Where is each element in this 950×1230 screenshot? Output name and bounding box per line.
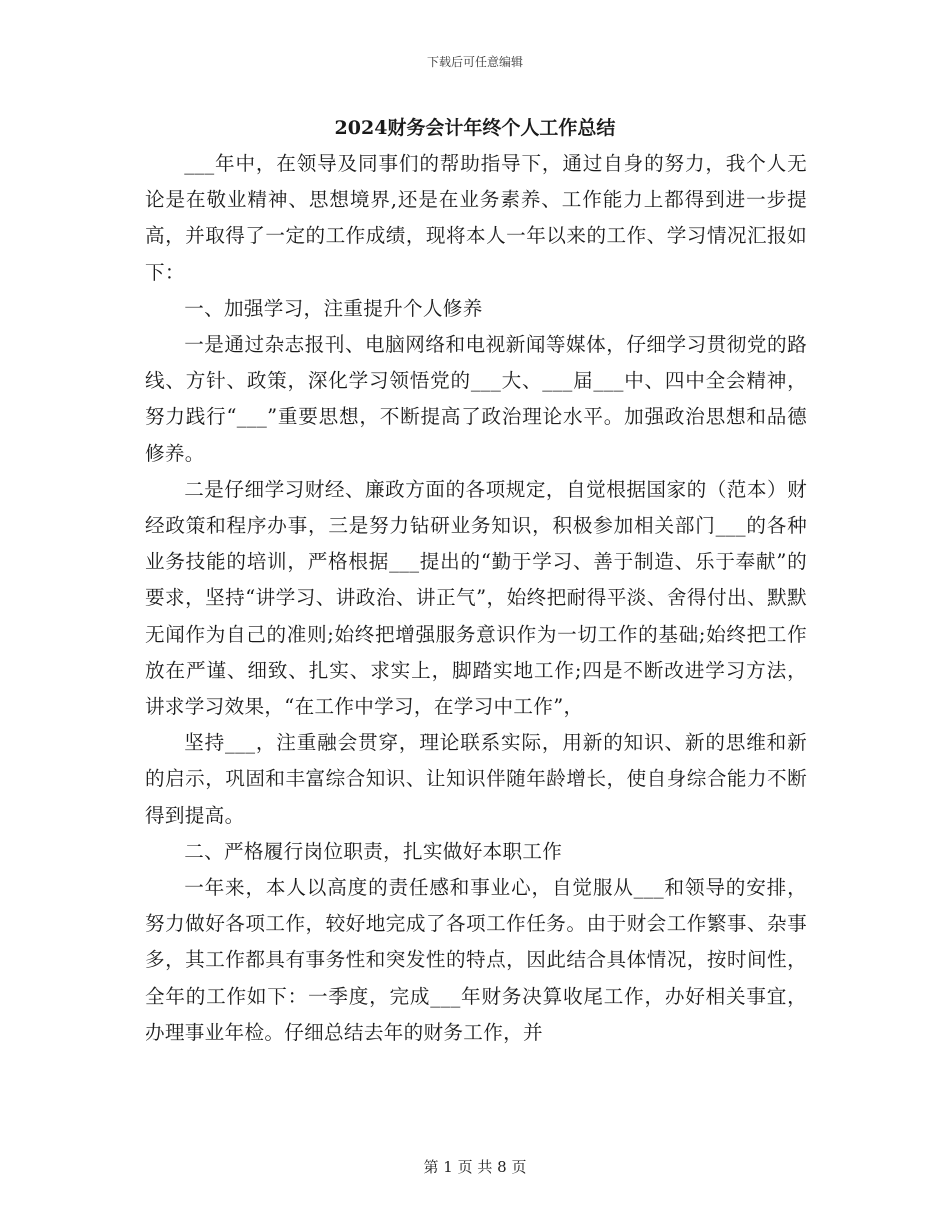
paragraph-study-3: 坚持___，注重融会贯穿，理论联系实际，用新的知识、新的思维和新的启示，巩固和丰富综合知识、让知识伴随年龄增长，使自身综合能力不断得到提高。 bbox=[145, 731, 807, 827]
section-heading-1: 一、加强学习，注重提升个人修养 bbox=[184, 296, 483, 320]
paragraph-intro: ___年中，在领导及同事们的帮助指导下，通过自身的努力，我个人无论是在敬业精神、思想境界,还是在业务素养、工作能力上都得到进一步提高，并取得了一定的工作成绩，现将本人一年以来的工作、学习情况汇报如下： bbox=[145, 152, 807, 284]
page-header-note: 下载后可任意编辑 bbox=[426, 55, 523, 69]
paragraph-study-1: 一是通过杂志报刊、电脑网络和电视新闻等媒体，仔细学习贯彻党的路线、方针、政策，深化学习领悟党的___大、___届___中、四中全会精神，努力践行“___”重要思想，不断提高了政治理论水平。加强政治思想和品德修养。 bbox=[145, 333, 807, 465]
paragraph-study-2: 二是仔细学习财经、廉政方面的各项规定，自觉根据国家的（范本）财经政策和程序办事，三是努力钻研业务知识，积极参加相关部门___的各种业务技能的培训，严格根据___提出的“勤于学习、善于制造、乐于奉献”的要求，坚持“讲学习、讲政治、讲正气”，始终把耐得平淡、舍得付出、默默无闻作为自己的准则;始终把增强服务意识作为一切工作的基础;始终把工作放在严谨、细致、扎实、求实上，脚踏实地工作;四是不断改进学习方法，讲求学习效果，“在工作中学习，在学习中工作”， bbox=[145, 477, 807, 719]
section-heading-2: 二、严格履行岗位职责，扎实做好本职工作 bbox=[184, 839, 563, 863]
document-title: 2024财务会计年终个人工作总结 bbox=[334, 117, 616, 139]
document-body bbox=[145, 146, 807, 1051]
page-number: 第 1 页 共 8 页 bbox=[423, 1158, 527, 1176]
paragraph-duty-1: 一年来，本人以高度的责任感和事业心，自觉服从___和领导的安排，努力做好各项工作，较好地完成了各项工作任务。由于财会工作繁事、杂事多，其工作都具有事务性和突发性的特点，因此结合具体情况，按时间性，全年的工作如下：一季度，完成___年财务决算收尾工作，办好相关事宜，办理事业年检。仔细总结去年的财务工作，并 bbox=[145, 876, 807, 1044]
